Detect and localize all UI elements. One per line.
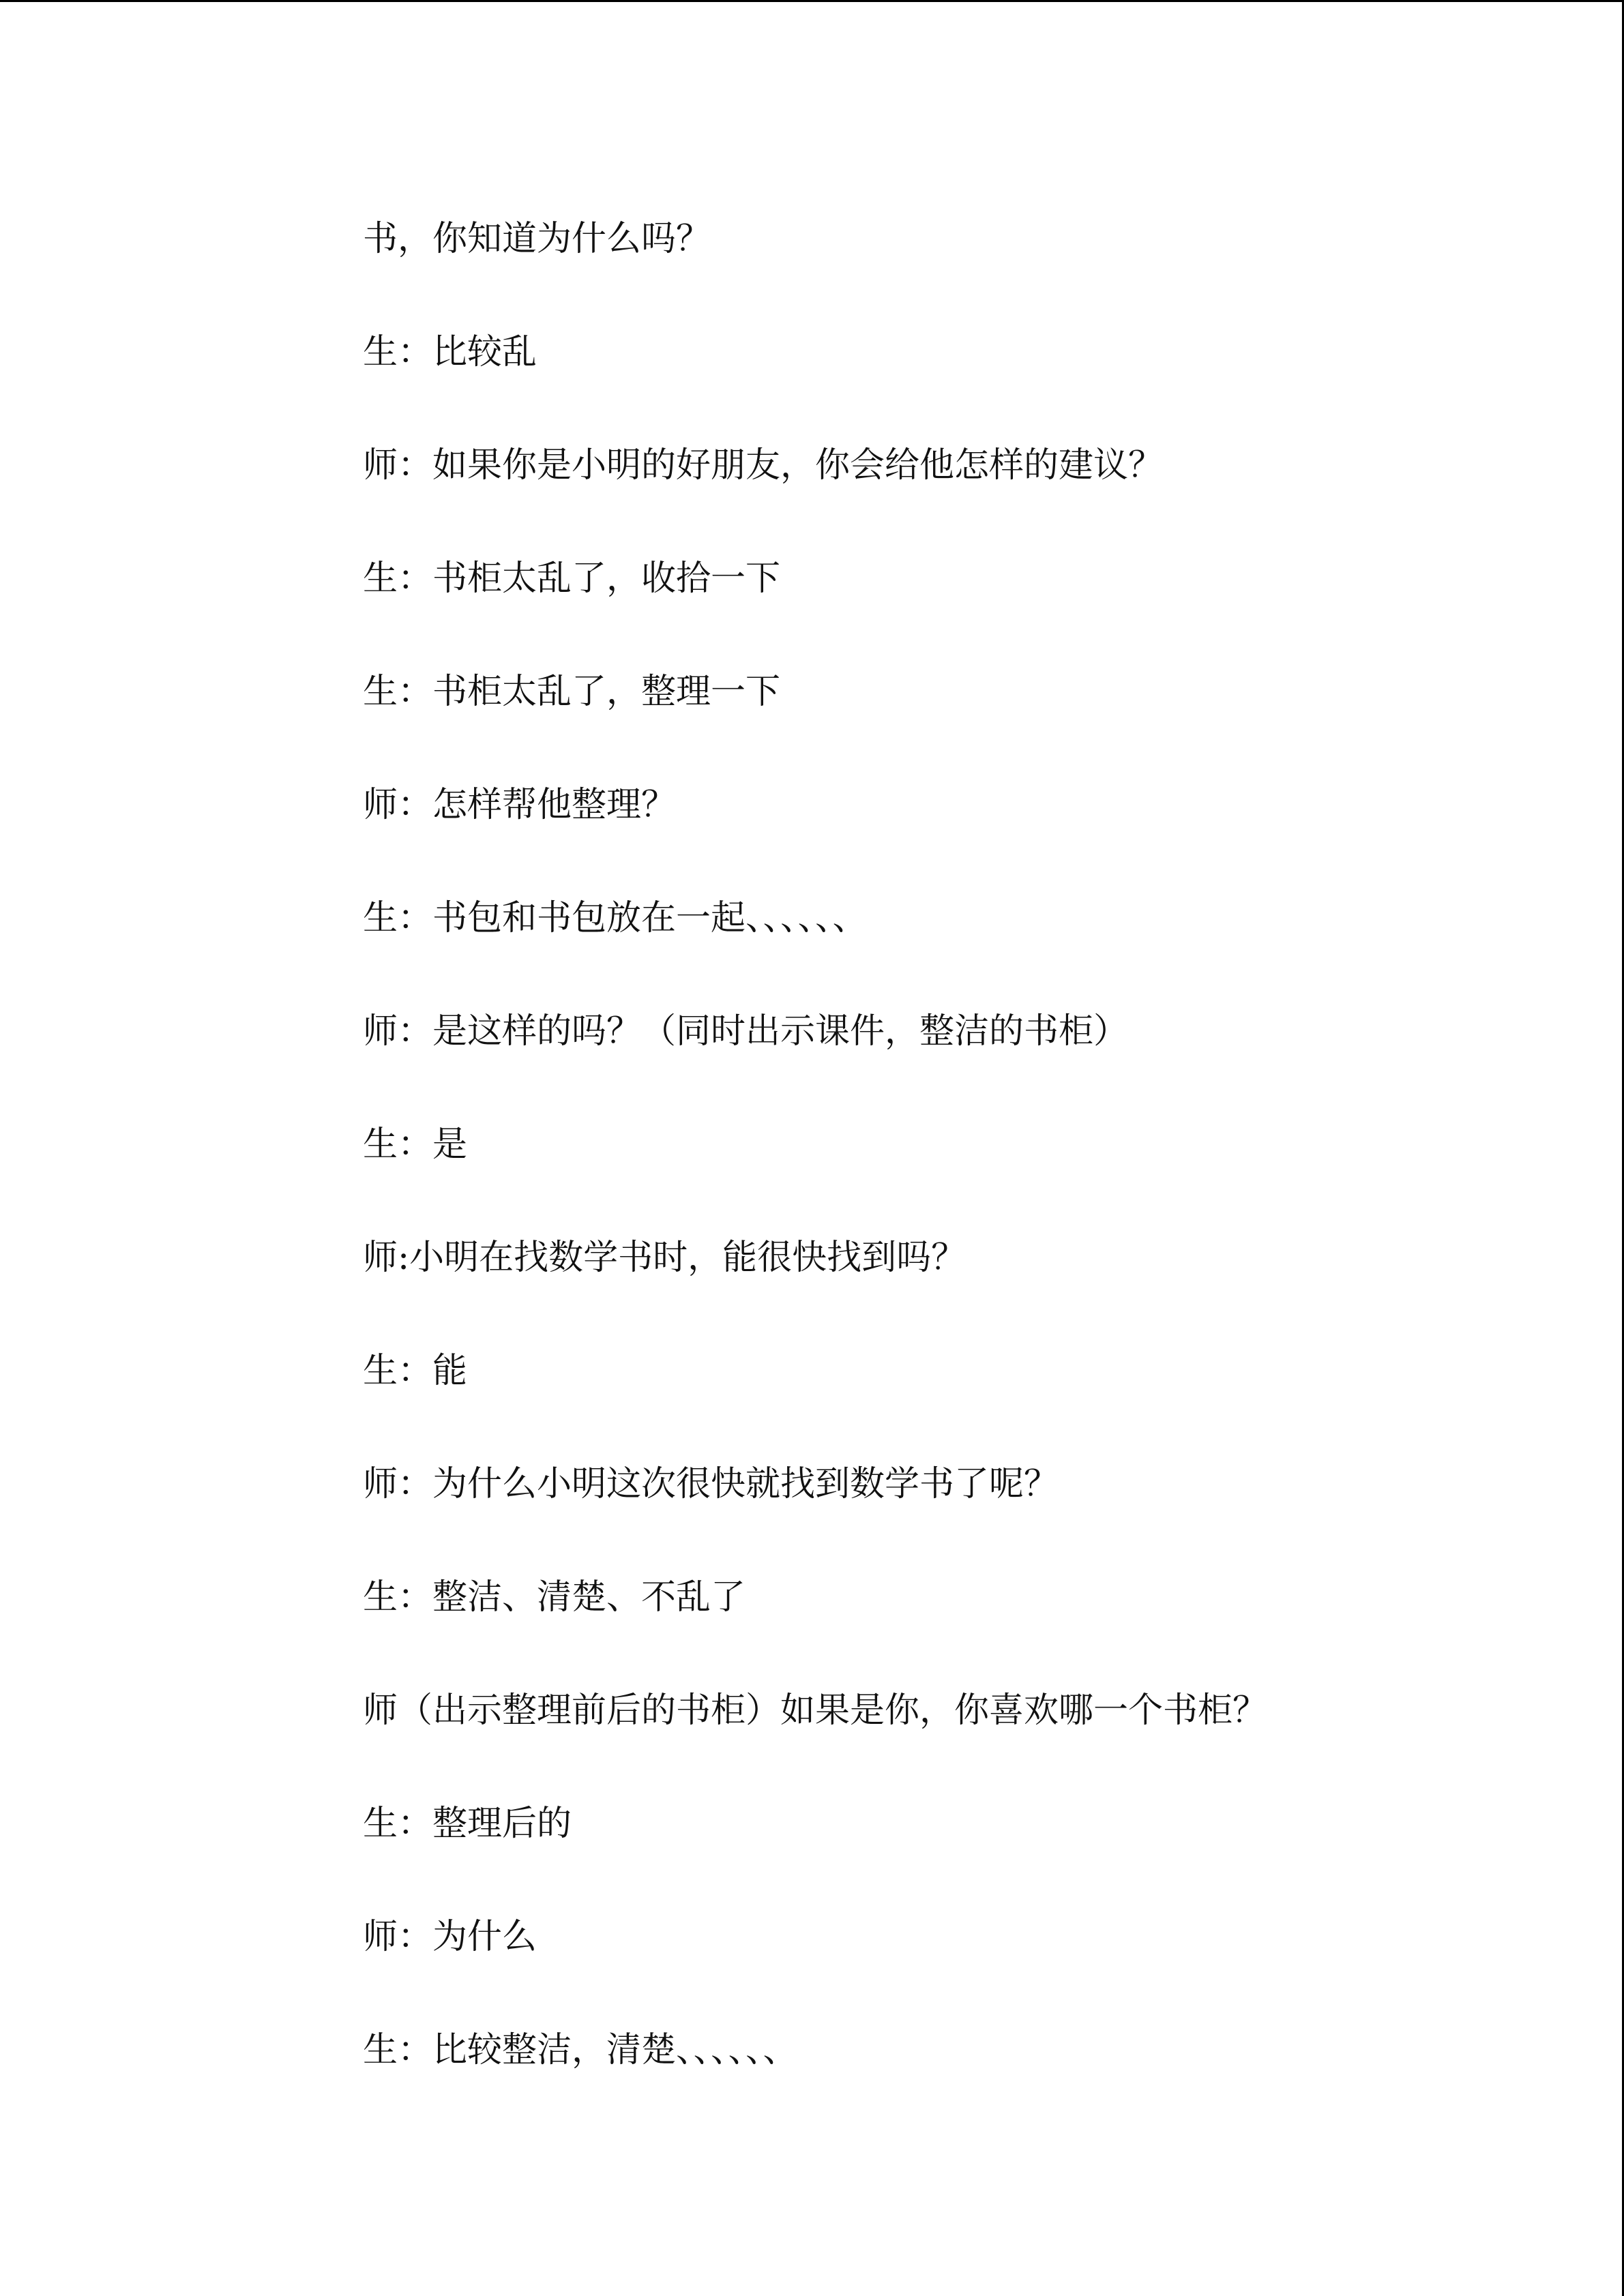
dialogue-lines <box>363 213 1556 2138</box>
dialogue-line: 生：书柜太乱了，整理一下 <box>363 672 781 712</box>
dialogue-line: 生：比较乱 <box>363 332 537 372</box>
dialogue-line: 生：能 <box>363 1351 468 1391</box>
dialogue-line: 生：整理后的 <box>363 1804 572 1844</box>
dialogue-line: 生：比较整洁，清楚、、、、、、 <box>363 2030 798 2070</box>
dialogue-line: 生：书包和书包放在一起、、、、、、 <box>363 898 868 938</box>
dialogue-line: 师（出示整理前后的书柜）如果是你，你喜欢哪一个书柜？ <box>363 1690 1268 1731</box>
dialogue-line: 师:小明在找数学书时，能很快找到吗？ <box>363 1238 966 1278</box>
dialogue-line: 师：怎样帮他整理？ <box>363 785 677 825</box>
dialogue-line: 生：是 <box>363 1124 468 1165</box>
dialogue-line: 师：为什么小明这次很快就找到数学书了呢？ <box>363 1464 1059 1504</box>
dialogue-line: 生：整洁、清楚、不乱了 <box>363 1577 746 1617</box>
dialogue-line: 师：为什么 <box>363 1917 537 1957</box>
dialogue-line: 师：如果你是小明的好朋友，你会给他怎样的建议？ <box>363 445 1164 486</box>
dialogue-line: 师：是这样的吗？（同时出示课件，整洁的书柜） <box>363 1011 1129 1052</box>
dialogue-line: 生：书柜太乱了，收拾一下 <box>363 558 781 599</box>
dialogue-line: 书，你知道为什么吗？ <box>363 219 711 259</box>
